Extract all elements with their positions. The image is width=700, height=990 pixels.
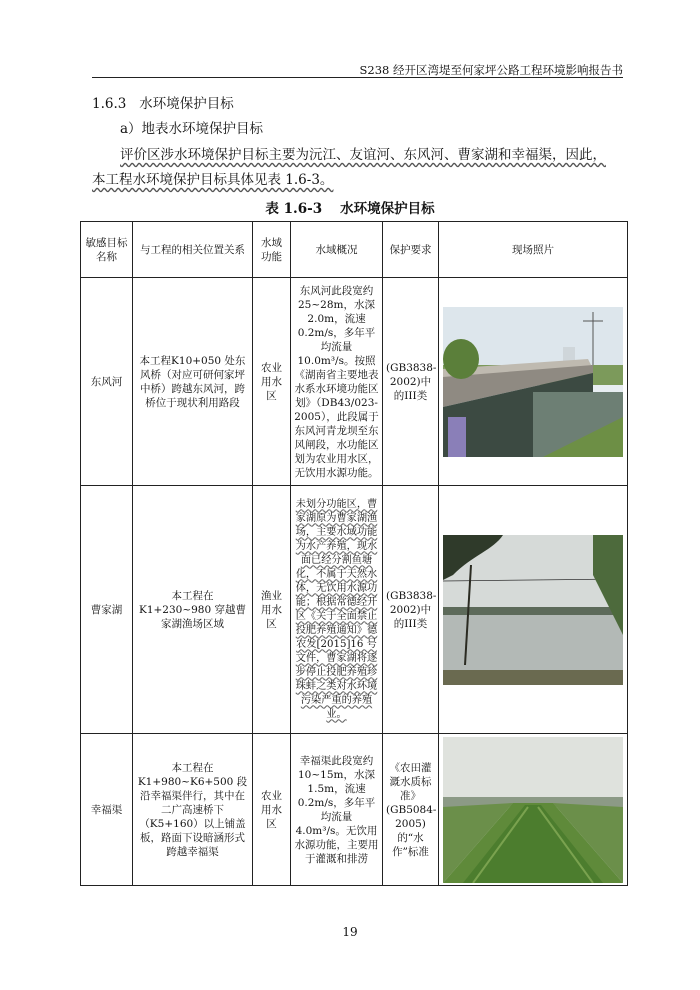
cell-requirement: 《农田灌溉水质标准》(GB5084-2005)的“水作”标准	[383, 734, 439, 886]
lake-photo	[443, 535, 623, 685]
page-number: 19	[342, 925, 358, 939]
section-title: 水环境保护目标	[139, 96, 234, 112]
header-overview: 水域概况	[291, 222, 383, 278]
cell-requirement: (GB3838-2002)中的III类	[383, 278, 439, 486]
paragraph-line-2: 本工程水环境保护目标具体见表 1.6-3。	[92, 172, 334, 188]
cell-relation: 本工程K10+050 处东风桥（对应可研何家坪中桥）跨越东风河，跨桥位于现状利用路段	[133, 278, 253, 486]
table-row	[81, 278, 628, 486]
cell-photo	[439, 734, 628, 886]
subsection-heading: a）地表水环境保护目标	[120, 121, 264, 137]
report-header-title: S238 经开区湾堤至何家坪公路工程环境影响报告书	[359, 63, 623, 77]
paragraph-line-1: 评价区涉水环境保护目标主要为沅江、友谊河、东风河、曹家湖和幸福渠，因此，	[120, 147, 606, 163]
table-caption-number: 表 1.6-3	[265, 201, 323, 217]
cell-function: 农业用水区	[253, 734, 291, 886]
section-heading	[92, 92, 234, 112]
table-row	[81, 486, 628, 734]
cell-requirement: (GB3838-2002)中的III类	[383, 486, 439, 734]
cell-photo	[439, 278, 628, 486]
section-number: 1.6.3	[92, 96, 127, 112]
header-requirement: 保护要求	[383, 222, 439, 278]
cell-function: 渔业用水区	[253, 486, 291, 734]
canal-photo	[443, 737, 623, 883]
header-relation: 与工程的相关位置关系	[133, 222, 253, 278]
cell-name: 东风河	[81, 278, 133, 486]
header-target: 敏感目标名称	[81, 222, 133, 278]
table-caption	[0, 197, 700, 217]
water-protection-table	[80, 221, 628, 886]
cell-name: 曹家湖	[81, 486, 133, 734]
table-row	[81, 734, 628, 886]
body-paragraph	[92, 143, 623, 193]
table-header-row	[81, 222, 628, 278]
cell-photo	[439, 486, 628, 734]
header-photo: 现场照片	[439, 222, 628, 278]
cell-name: 幸福渠	[81, 734, 133, 886]
header-divider	[92, 77, 623, 78]
cell-relation: 本工程在K1+980~K6+500 段沿幸福渠伴行，其中在二广高速桥下（K5+160）以上铺盖板，路面下设暗涵形式跨越幸福渠	[133, 734, 253, 886]
cell-overview: 未划分功能区，曹家湖原为曹家湖渔场，主要水域功能为水产养殖，现水面已经分割鱼塘化，不属于天然水体，无饮用水源功能；根据常德经开区《关于全面禁止投肥养殖通知》德农发[2015]16 号文件，曹家湖将逐步停止投肥养殖珍珠蚌之类对水环境污染严重的养殖业。	[291, 486, 383, 734]
table-caption-title: 水环境保护目标	[340, 201, 435, 217]
cell-function: 农业用水区	[253, 278, 291, 486]
cell-overview: 幸福渠此段宽约10~15m，水深1.5m，流速0.2m/s，多年平均流量 4.0m³/s。无饮用水源功能，主要用于灌溉和排涝	[291, 734, 383, 886]
bridge-photo	[443, 307, 623, 457]
header-function: 水域功能	[253, 222, 291, 278]
cell-overview: 东风河此段宽约25~28m，水深2.0m，流速0.2m/s，多年平均流量 10.0m³/s。按照《湖南省主要地表水系水环境功能区划》（DB43/023-2005），此段属于东风河青龙坝至东风闸段，水功能区划为农业用水区，无饮用水源功能。	[291, 278, 383, 486]
cell-relation: 本工程在K1+230~980 穿越曹家湖渔场区域	[133, 486, 253, 734]
